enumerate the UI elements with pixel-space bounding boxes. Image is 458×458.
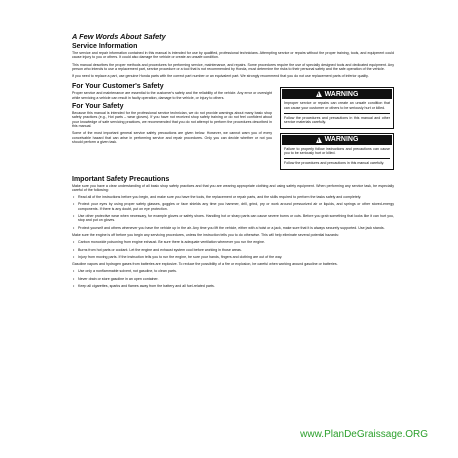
warning-box-1	[280, 87, 394, 128]
engine-hazards-list	[72, 240, 394, 259]
site-watermark: www.PlanDeGraissage.ORG	[300, 429, 428, 440]
list-item: • Injury from moving parts. If the instruction tells you to run the engine, be sure your hands, fingers and clothing are out of the way.	[78, 255, 394, 259]
warning-follow-2: Follow the procedures and precautions in this manual carefully.	[284, 161, 385, 166]
left-column	[72, 81, 272, 173]
precautions-intro: Make sure you have a clear understanding of all basic shop safety practices and that you are wearing appropriate clothing and using safety equipment. When performing any service task, be especially careful of the following:	[72, 183, 394, 192]
service-info-p3: If you need to replace a part, use genuine Honda parts with the correct part number or an equivalent part. We strongly recommend that you do not use replacement parts of inferior quality.	[72, 74, 369, 79]
gas-list	[72, 269, 394, 288]
service-info-p1: The service and repair information contained in this manual is intended for use by qualified, professional technicians. Attempting service or repairs without the proper training, tools, and equipment could cause injury to you or others. It could also damage the vehicle or create an unsafe condition.	[72, 51, 394, 60]
list-item: • Burns from hot parts or coolant. Let the engine and exhaust system cool before working in those areas.	[78, 248, 394, 252]
list-item: • Protect your eyes by using proper safety glasses, goggles or face shields any time you hammer, drill, grind, pry or work around pressurized air or liquids, and springs or other stored-energy components. If there is any doubt, put on eye protection.	[78, 202, 394, 211]
warning-divider-2	[284, 158, 390, 159]
two-column-section	[72, 81, 394, 173]
precautions-heading: Important Safety Precautions	[72, 175, 170, 183]
list-item: • Use only a nonflammable solvent, not gasoline, to clean parts.	[78, 269, 394, 273]
warning-label-1: WARNING	[324, 90, 359, 98]
warning-header-2	[282, 135, 392, 145]
service-info-p2: This manual describes the proper methods and procedures for performing service, maintenance, and repairs. Some procedures require the use of specially designed tools and dedicated equipment. Any person who intends to use a replacement part, service procedure or a tool that is not recommended by Honda, must determine the risks to their personal safety and the safe operation of the vehicle.	[72, 62, 394, 71]
service-info-heading: Service Information	[72, 43, 138, 50]
customer-safety-heading: For Your Customer's Safety	[72, 83, 164, 91]
warning-header-1	[282, 89, 392, 99]
right-column	[280, 87, 394, 173]
customer-safety-p1: Proper service and maintenance are essential to the customer's safety and the reliability of the vehicle. Any error or oversight while servicing a vehicle can result in faulty operation, damage to the vehicle, or injury to others.	[72, 91, 272, 100]
gas-intro: Gasoline vapors and hydrogen gases from batteries are explosive. To reduce the possibility of a fire or explosion, be careful when working around gasoline or batteries.	[72, 262, 338, 267]
warning-label-2: WARNING	[324, 136, 359, 144]
warning-text-2: Failure to properly follow instructions and precautions can cause you to be seriously hurt or killed.	[284, 146, 390, 155]
page-title: A Few Words About Safety	[72, 32, 166, 41]
your-safety-p2: Some of the most important general service safety precautions are given below. However, we cannot warn you of every conceivable hazard that can arise in performing service and repair procedures. Only you can decide whether or not you should perform a given task.	[72, 131, 272, 144]
engine-intro: Make sure the engine is off before you begin any servicing procedures, unless the instruction tells you to do otherwise. This will help eliminate several potential hazards:	[72, 232, 339, 237]
list-item: • Carbon monoxide poisoning from engine exhaust. Be sure there is adequate ventilation whenever you run the engine.	[78, 240, 394, 244]
list-item: • Read all of the instructions before you begin, and make sure you have the tools, the replacement or repair parts, and the skills required to perform the tasks safely and completely.	[78, 195, 394, 199]
precautions-list	[72, 195, 394, 230]
warning-follow-1: Follow the procedures and precautions in this manual and other service materials carefully.	[284, 116, 390, 125]
your-safety-heading: For Your Safety	[72, 103, 124, 111]
your-safety-p1: Because this manual is intended for the professional service technician, we do not provide warnings about many basic shop safety practices (e.g., Hot parts – wear gloves). If you have not received shop safety training or do not feel confident about your knowledge of safe servicing practices, we recommended that you do not attempt to perform the procedures described in this manual.	[72, 111, 272, 128]
warning-triangle-icon: !	[316, 137, 322, 143]
list-item: • Never drain or store gasoline in an open container.	[78, 277, 394, 281]
warning-text-1: Improper service or repairs can create an unsafe condition that can cause your customer or others to be seriously hurt or killed.	[284, 101, 390, 110]
list-item: • Use other protective wear when necessary, for example gloves or safety shoes. Handling hot or sharp parts can cause severe burns or cuts. Before you grab something that looks like it can hurt you, stop and put on gloves.	[78, 214, 394, 223]
warning-divider-1	[284, 113, 390, 114]
warning-triangle-icon: !	[316, 91, 322, 97]
list-item: • Keep all cigarettes, sparks and flames away from the battery and all fuel-related parts.	[78, 284, 394, 288]
warning-box-2	[280, 133, 394, 170]
list-item: • Protect yourself and others whenever you have the vehicle up in the air. Any time you lift the vehicle, either with a hoist or a jack, make sure that it is always securely supported. Use jack stands.	[78, 226, 394, 230]
document-page	[72, 32, 394, 291]
